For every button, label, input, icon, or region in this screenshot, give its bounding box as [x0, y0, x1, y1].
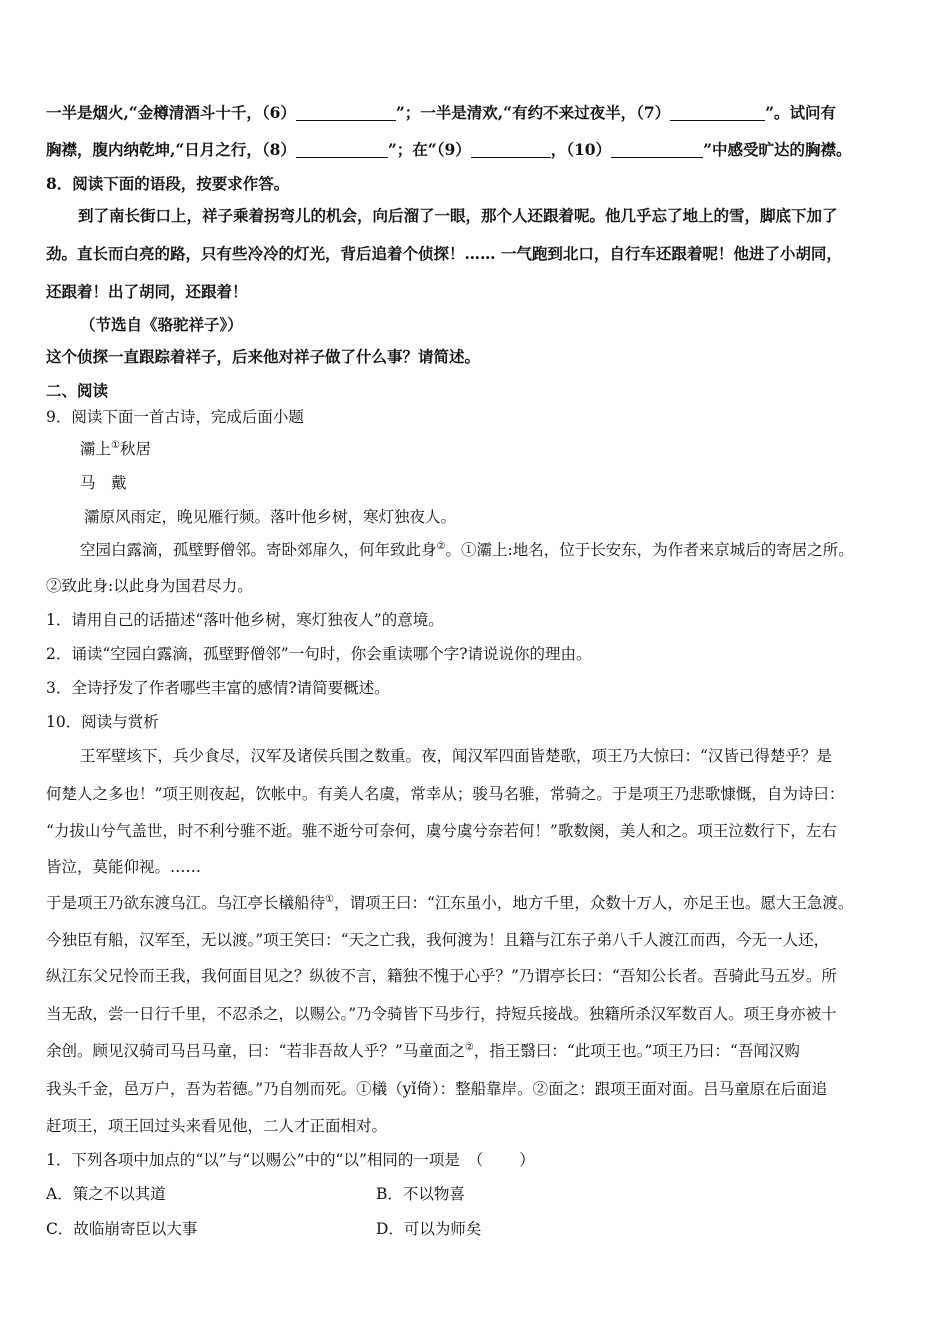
footnote-marker: ① [325, 893, 334, 905]
q8-source: （节选自《骆驼祥子》） [80, 315, 243, 334]
footnote-marker: ① [111, 439, 120, 451]
poem-author: 马 戴 [80, 474, 127, 492]
answer-paren-left: （ [467, 1151, 484, 1169]
answer-blank-6[interactable] [296, 104, 396, 121]
q10-passage-line [46, 892, 853, 914]
q10-passage-line: 纵江东父兄怜而王我，我何面目见之？纵彼不言，籍独不愧于心乎？”乃谓亭长曰：“吾知公长者。吾骑此马五岁。所 [46, 967, 837, 985]
option-a[interactable]: A．策之不以其道 [46, 1185, 166, 1203]
q10-passage-line: 赶项王，项王回过头来看见他，二人才正面相对。 [46, 1117, 388, 1135]
q10-passage-line: 今独臣有船，汉军至，无以渡。”项王笑曰：“天之亡我，我何渡为！且籍与江东子弟八千人渡江而西，今无一人还， [46, 931, 830, 949]
option-b[interactable]: B．不以物喜 [376, 1185, 465, 1203]
q10-passage-line [46, 1040, 800, 1062]
poem-line: 灞原风雨定，晚见雁行频。落叶他乡树，寒灯独夜人。 [84, 508, 457, 526]
q8-question: 这个侦探一直跟踪着祥子，后来他对祥子做了什么事？请简述。 [46, 347, 481, 366]
q10-sub-text: 1．下列各项中加点的“以”与“以赐公”中的“以”相同的一项是 [46, 1151, 460, 1169]
q7-text: 一半是烟火,“金樽清酒斗十千，（6） [46, 103, 296, 122]
q9-sub-question-1: 1．请用自己的话描述“落叶他乡树，寒灯独夜人”的意境。 [46, 611, 444, 629]
q10-passage-line: 当无敌，尝一日行千里，不忍杀之，以赐公。”乃令骑皆下马步行，持短兵接战。独籍所杀汉军数百人。项王身亦被十 [46, 1005, 837, 1023]
footnote-marker: ② [436, 540, 446, 552]
q9-sub-question-3: 3．全诗抒发了作者哪些丰富的感情?请简要概述。 [46, 679, 390, 697]
q7-text: ，（10） [550, 140, 612, 159]
poem-text: 空园白露滴，孤壁野僧邻。寄卧郊扉久，何年致此身 [80, 541, 437, 559]
footnote-marker: ② [464, 1041, 474, 1053]
q7-text: ”；一半是清欢,“有约不来过夜半，（7） [395, 103, 671, 122]
q10-heading: 10．阅读与赏析 [46, 713, 159, 731]
q10-text: ，指王翳曰：“此项王也。”项王乃曰：“吾闻汉购 [473, 1042, 800, 1060]
q9-heading: 9．阅读下面一首古诗，完成后面小题 [46, 408, 304, 426]
q7-line-1 [46, 102, 836, 124]
answer-blank-7[interactable] [670, 104, 765, 121]
q9-sub-question-2: 2．诵读“空园白露滴，孤壁野僧邻”一句时，你会重读哪个字?请说说你的理由。 [46, 645, 592, 663]
answer-blank-9[interactable] [471, 141, 551, 158]
q10-passage-line: “力拔山兮气盖世，时不利兮骓不逝。骓不逝兮可奈何，虞兮虞兮奈若何！”歌数阕，美人和之。项王泣数行下，左右 [46, 822, 837, 840]
q10-passage-line: 我头千金，邑万户，吾为若德。”乃自刎而死。①檥（yǐ倚）：整船靠岸。②面之：跟项王面对面。吕马童原在后面追 [46, 1080, 828, 1098]
q8-passage-line: 到了南长街口上，祥子乘着拐弯儿的机会，向后溜了一眼，那个人还跟着呢。他几乎忘了地上的雪，脚底下加了 [78, 206, 838, 225]
q8-passage-line: 还跟着！出了胡同，还跟着！ [46, 282, 248, 301]
q10-passage-line: 王军壁垓下，兵少食尽，汉军及诸侯兵围之数重。夜，闻汉军四面皆楚歌，项王乃大惊曰：“汉皆已得楚乎？是 [80, 747, 832, 765]
q7-line-2 [46, 139, 851, 161]
poem-title-text: 灞上 [80, 440, 112, 458]
q10-sub-question-1 [46, 1149, 535, 1171]
q7-text: ”中感受旷达的胸襟。 [703, 140, 852, 159]
q10-text: 于是项王乃欲东渡乌江。乌江亭长檥船待 [46, 894, 326, 912]
poem-line [80, 539, 854, 561]
q8-passage-line: 劲。直长而白亮的路，只有些冷冷的灯光，背后追着个侦探！…… 一气跑到北口，自行车还跟着呢！他进了小胡同， [46, 244, 842, 263]
poem-text: 。①灞上:地名，位于长安东，为作者来京城后的寄居之所。 [445, 541, 854, 559]
q7-text: ”；在“（9） [387, 140, 471, 159]
answer-blank-8[interactable] [296, 141, 388, 158]
q8-heading: 8．阅读下面的语段，按要求作答。 [46, 174, 290, 193]
poem-note: ②致此身:以此身为国君尽力。 [46, 577, 253, 595]
option-d[interactable]: D．可以为师矣 [376, 1220, 482, 1238]
q10-passage-line: 皆泣，莫能仰视。…… [46, 858, 202, 876]
poem-title [80, 438, 151, 460]
option-c[interactable]: C．故临崩寄臣以大事 [46, 1220, 198, 1238]
q10-text: ，谓项王曰：“江东虽小，地方千里，众数十万人，亦足王也。愿大王急渡。 [333, 894, 854, 912]
answer-paren-right: ） [519, 1151, 535, 1169]
q10-text: 余创。顾见汉骑司马吕马童，曰：“若非吾故人乎？”马童面之 [46, 1042, 465, 1060]
q10-passage-line: 何楚人之多也！”项王则夜起，饮帐中。有美人名虞，常幸从；骏马名骓，常骑之。于是项王乃悲歌慷慨，自为诗曰： [46, 785, 845, 803]
q7-text: 胸襟，腹内纳乾坤,“日月之行，（8） [46, 140, 296, 159]
answer-blank-10[interactable] [611, 141, 703, 158]
q7-text: ”。试问有 [765, 103, 837, 122]
poem-title-text: 秋居 [119, 440, 151, 458]
section-title: 二、阅读 [46, 381, 109, 400]
